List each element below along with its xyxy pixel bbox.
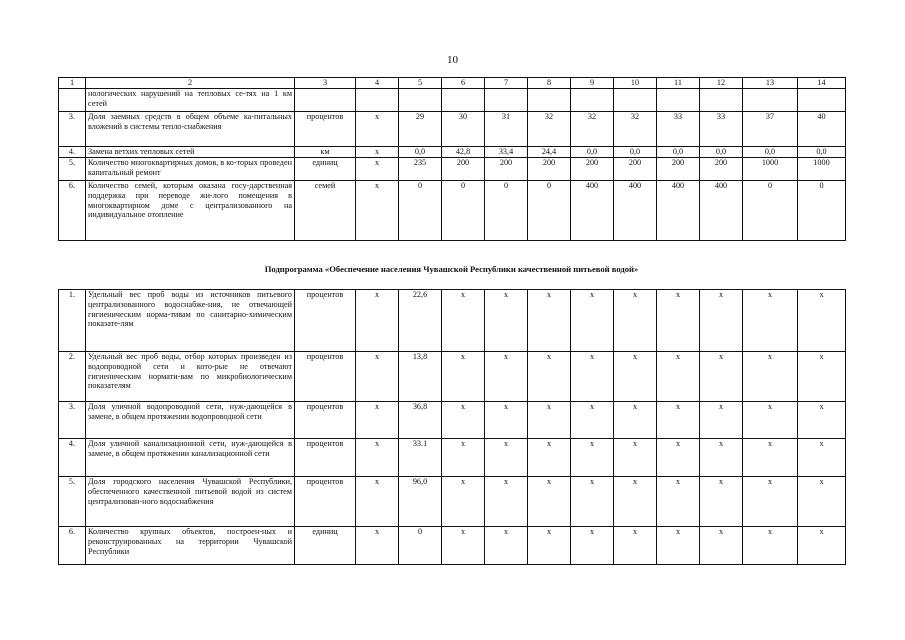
unit-cell: процентов bbox=[295, 439, 356, 477]
value-cell: 0 bbox=[399, 181, 442, 241]
value-cell: 0 bbox=[485, 181, 528, 241]
value-cell: х bbox=[798, 402, 846, 439]
value-cell: х bbox=[528, 477, 571, 527]
value-cell: 29 bbox=[399, 112, 442, 147]
value-cell: х bbox=[485, 439, 528, 477]
value-cell: х bbox=[657, 290, 700, 352]
column-number: 5 bbox=[399, 78, 442, 89]
value-cell: х bbox=[356, 352, 399, 402]
unit-cell bbox=[295, 89, 356, 112]
column-number: 10 bbox=[614, 78, 657, 89]
value-cell: 400 bbox=[700, 181, 743, 241]
value-cell: х bbox=[743, 439, 798, 477]
value-cell: х bbox=[614, 439, 657, 477]
row-number: 5. bbox=[59, 158, 86, 181]
value-cell: х bbox=[485, 352, 528, 402]
value-cell: 32 bbox=[571, 112, 614, 147]
table-row bbox=[59, 181, 846, 241]
table-row bbox=[59, 527, 846, 565]
value-cell: х bbox=[614, 290, 657, 352]
column-number: 2 bbox=[86, 78, 295, 89]
value-cell bbox=[442, 89, 485, 112]
row-number: 4. bbox=[59, 439, 86, 477]
indicator-name: Удельный вес проб воды, отбор которых произведен из водопроводной сети и кото-рые не отвечают гигиеническим нормати-вам по микробиологическим показателям bbox=[86, 352, 295, 402]
value-cell: х bbox=[571, 290, 614, 352]
indicator-name: Количество семей, которым оказана госу-дарственная поддержка при переводе жи-лого помещения в многоквартирном доме с централизованного на индивидуальное отопление bbox=[86, 181, 295, 241]
value-cell: 37 bbox=[743, 112, 798, 147]
row-number: 4. bbox=[59, 147, 86, 158]
value-cell bbox=[700, 89, 743, 112]
value-cell: х bbox=[356, 402, 399, 439]
value-cell: х bbox=[700, 352, 743, 402]
value-cell: 200 bbox=[485, 158, 528, 181]
indicators-table-heat bbox=[58, 77, 846, 241]
row-number: 6. bbox=[59, 181, 86, 241]
value-cell: 13,8 bbox=[399, 352, 442, 402]
value-cell: 22,6 bbox=[399, 290, 442, 352]
value-cell: х bbox=[356, 527, 399, 565]
value-cell: 1000 bbox=[798, 158, 846, 181]
value-cell: 0,0 bbox=[657, 147, 700, 158]
table-row bbox=[59, 439, 846, 477]
value-cell: х bbox=[700, 477, 743, 527]
table-row bbox=[59, 402, 846, 439]
value-cell: х bbox=[700, 527, 743, 565]
value-cell: 36,8 bbox=[399, 402, 442, 439]
value-cell: х bbox=[442, 402, 485, 439]
value-cell: 40 bbox=[798, 112, 846, 147]
value-cell: 42,8 bbox=[442, 147, 485, 158]
value-cell: х bbox=[356, 158, 399, 181]
value-cell: х bbox=[485, 527, 528, 565]
value-cell: х bbox=[743, 477, 798, 527]
value-cell: х bbox=[614, 352, 657, 402]
value-cell: 0 bbox=[442, 181, 485, 241]
indicator-name: Доля уличной канализационной сети, нуж-дающейся в замене, в общем протяжении канализационной сети bbox=[86, 439, 295, 477]
table-row bbox=[59, 112, 846, 147]
indicator-name: Удельный вес проб воды из источников питьевого централизованного водоснабже-ния, не отвечающей гигиеническим норма-тивам по санитарно-химическим показате-лям bbox=[86, 290, 295, 352]
unit-cell: семей bbox=[295, 181, 356, 241]
value-cell: 200 bbox=[614, 158, 657, 181]
column-number: 1 bbox=[59, 78, 86, 89]
value-cell: х bbox=[528, 402, 571, 439]
value-cell: х bbox=[700, 402, 743, 439]
value-cell bbox=[571, 89, 614, 112]
value-cell: х bbox=[743, 290, 798, 352]
value-cell: 33.1 bbox=[399, 439, 442, 477]
value-cell: х bbox=[528, 439, 571, 477]
column-number: 7 bbox=[485, 78, 528, 89]
column-number: 3 bbox=[295, 78, 356, 89]
value-cell: х bbox=[356, 112, 399, 147]
value-cell: х bbox=[571, 527, 614, 565]
value-cell: х bbox=[798, 477, 846, 527]
value-cell: 0,0 bbox=[743, 147, 798, 158]
value-cell: х bbox=[571, 352, 614, 402]
value-cell: 0,0 bbox=[571, 147, 614, 158]
value-cell: х bbox=[657, 402, 700, 439]
value-cell: х bbox=[700, 290, 743, 352]
unit-cell: единиц bbox=[295, 527, 356, 565]
value-cell bbox=[657, 89, 700, 112]
value-cell bbox=[614, 89, 657, 112]
value-cell: 200 bbox=[700, 158, 743, 181]
value-cell: 0,0 bbox=[798, 147, 846, 158]
table-row bbox=[59, 290, 846, 352]
unit-cell: процентов bbox=[295, 352, 356, 402]
page-number: 10 bbox=[447, 54, 458, 66]
column-number-row bbox=[59, 78, 846, 89]
indicator-name: Количество крупных объектов, построен-ных и реконструированных на территории Чувашской Республики bbox=[86, 527, 295, 565]
value-cell: 200 bbox=[657, 158, 700, 181]
value-cell: х bbox=[356, 477, 399, 527]
value-cell bbox=[798, 89, 846, 112]
value-cell: х bbox=[485, 290, 528, 352]
value-cell: х bbox=[798, 290, 846, 352]
value-cell: х bbox=[442, 290, 485, 352]
value-cell: 0 bbox=[743, 181, 798, 241]
column-number: 11 bbox=[657, 78, 700, 89]
value-cell bbox=[356, 89, 399, 112]
table-row bbox=[59, 477, 846, 527]
value-cell: х bbox=[528, 527, 571, 565]
column-number: 6 bbox=[442, 78, 485, 89]
row-number: 3. bbox=[59, 112, 86, 147]
value-cell: х bbox=[356, 290, 399, 352]
indicator-name: нологических нарушений на тепловых се-тях на 1 км сетей bbox=[86, 89, 295, 112]
value-cell: 0,0 bbox=[614, 147, 657, 158]
value-cell: х bbox=[442, 477, 485, 527]
unit-cell: км bbox=[295, 147, 356, 158]
indicators-table-water bbox=[58, 289, 846, 565]
value-cell: х bbox=[614, 477, 657, 527]
table-row bbox=[59, 158, 846, 181]
unit-cell: единиц bbox=[295, 158, 356, 181]
row-number: 1. bbox=[59, 290, 86, 352]
value-cell: 32 bbox=[614, 112, 657, 147]
table-row bbox=[59, 352, 846, 402]
value-cell: х bbox=[571, 477, 614, 527]
value-cell: х bbox=[798, 352, 846, 402]
value-cell: х bbox=[528, 352, 571, 402]
value-cell: х bbox=[485, 477, 528, 527]
value-cell: х bbox=[571, 402, 614, 439]
column-number: 4 bbox=[356, 78, 399, 89]
value-cell: 0,0 bbox=[700, 147, 743, 158]
value-cell: х bbox=[798, 527, 846, 565]
column-number: 14 bbox=[798, 78, 846, 89]
indicator-name: Доля городского населения Чувашской Республики, обеспеченного качественной питьевой водой из систем централизован-ного водоснабжения bbox=[86, 477, 295, 527]
table-row bbox=[59, 89, 846, 112]
row-number: 2. bbox=[59, 352, 86, 402]
value-cell: 33 bbox=[657, 112, 700, 147]
value-cell: х bbox=[743, 527, 798, 565]
unit-cell: процентов bbox=[295, 402, 356, 439]
column-number: 13 bbox=[743, 78, 798, 89]
value-cell: 0 bbox=[798, 181, 846, 241]
unit-cell: процентов bbox=[295, 477, 356, 527]
value-cell: 400 bbox=[657, 181, 700, 241]
value-cell: 400 bbox=[614, 181, 657, 241]
value-cell: х bbox=[442, 527, 485, 565]
value-cell: х bbox=[700, 439, 743, 477]
row-number: 6. bbox=[59, 527, 86, 565]
value-cell: 200 bbox=[571, 158, 614, 181]
indicator-name: Количество многоквартирных домов, в ко-торых проведен капитальный ремонт bbox=[86, 158, 295, 181]
value-cell: х bbox=[442, 352, 485, 402]
column-number: 12 bbox=[700, 78, 743, 89]
value-cell: 31 bbox=[485, 112, 528, 147]
value-cell: 1000 bbox=[743, 158, 798, 181]
value-cell: х bbox=[442, 439, 485, 477]
value-cell: 24,4 bbox=[528, 147, 571, 158]
indicator-name: Доля уличной водопроводной сети, нуж-дающейся в замене, в общем протяжении водопроводной сети bbox=[86, 402, 295, 439]
value-cell: 33,4 bbox=[485, 147, 528, 158]
value-cell: х bbox=[657, 477, 700, 527]
row-number: 5. bbox=[59, 477, 86, 527]
indicator-name: Доля заемных средств в общем объеме ка-питальных вложений в системы тепло-снабжения bbox=[86, 112, 295, 147]
indicator-name: Замена ветхих тепловых сетей bbox=[86, 147, 295, 158]
row-number bbox=[59, 89, 86, 112]
value-cell: х bbox=[356, 439, 399, 477]
row-number: 3. bbox=[59, 402, 86, 439]
value-cell bbox=[743, 89, 798, 112]
column-number: 8 bbox=[528, 78, 571, 89]
value-cell: х bbox=[571, 439, 614, 477]
value-cell bbox=[528, 89, 571, 112]
value-cell: х bbox=[528, 290, 571, 352]
value-cell: 0 bbox=[528, 181, 571, 241]
value-cell: х bbox=[356, 181, 399, 241]
column-number: 9 bbox=[571, 78, 614, 89]
value-cell: 96,0 bbox=[399, 477, 442, 527]
value-cell: х bbox=[743, 402, 798, 439]
unit-cell: процентов bbox=[295, 112, 356, 147]
value-cell: х bbox=[614, 402, 657, 439]
value-cell bbox=[485, 89, 528, 112]
value-cell: х bbox=[614, 527, 657, 565]
value-cell: 200 bbox=[442, 158, 485, 181]
value-cell: 0 bbox=[399, 527, 442, 565]
value-cell: х bbox=[743, 352, 798, 402]
value-cell: 200 bbox=[528, 158, 571, 181]
value-cell: 235 bbox=[399, 158, 442, 181]
value-cell: х bbox=[798, 439, 846, 477]
value-cell: х bbox=[657, 352, 700, 402]
value-cell: 32 bbox=[528, 112, 571, 147]
unit-cell: процентов bbox=[295, 290, 356, 352]
value-cell: х bbox=[485, 402, 528, 439]
value-cell: 0,0 bbox=[399, 147, 442, 158]
value-cell: х bbox=[657, 439, 700, 477]
table-row bbox=[59, 147, 846, 158]
value-cell: 30 bbox=[442, 112, 485, 147]
value-cell bbox=[399, 89, 442, 112]
value-cell: 33 bbox=[700, 112, 743, 147]
value-cell: х bbox=[657, 527, 700, 565]
subprogram-title: Подпрограмма «Обеспечение населения Чувашской Республики качественной питьевой водой» bbox=[264, 264, 639, 274]
value-cell: 400 bbox=[571, 181, 614, 241]
value-cell: х bbox=[356, 147, 399, 158]
